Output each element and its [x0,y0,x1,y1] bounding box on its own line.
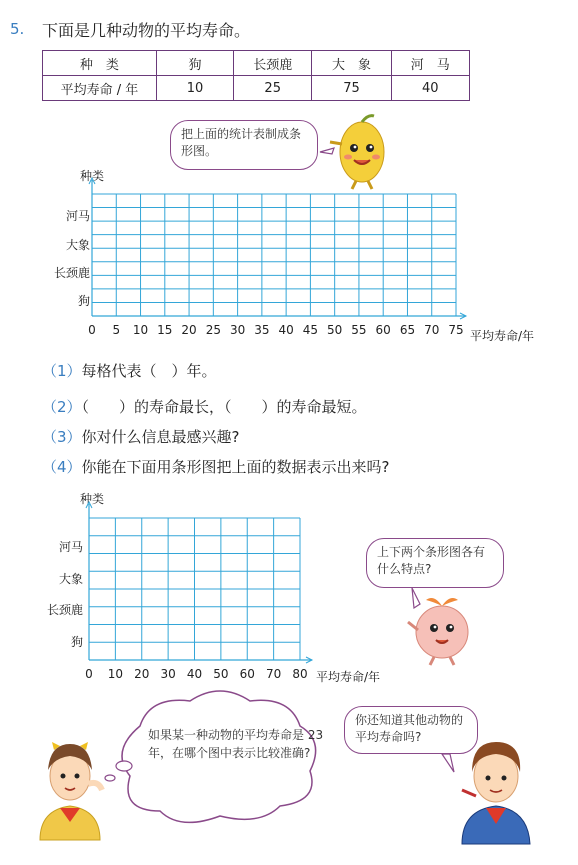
bubble-text: 把上面的统计表制成条形图。 [181,127,302,158]
chart1-ylabel: 河马 [65,209,90,223]
question-text: 你能在下面用条形图把上面的数据表示出来吗? [81,458,390,476]
table-cell: 大 象 [312,51,391,76]
table-cell: 长颈鹿 [234,51,312,76]
question-text: （ ）的寿命最长，（ ）的寿命最短。 [81,398,367,416]
chart1-tick-label: 55 [351,323,367,337]
chart2-tick-label: 30 [160,667,176,681]
chart2-tick-label: 50 [213,667,229,681]
chart1-tick-label: 15 [157,323,173,337]
chart2-y-title: 种类 [80,492,105,506]
chart1-tick-label: 65 [399,323,416,337]
chart2-tick-label: 0 [85,667,93,681]
table-cell: 种 类 [43,51,157,76]
chart1-tick-label: 20 [181,323,197,337]
chart2-tick-label: 40 [186,667,203,681]
chart2-ylabel: 长颈鹿 [46,603,83,617]
question-number: （1） [42,362,82,380]
chart1-tick-label: 75 [448,323,464,337]
chart1-tick-label: 40 [278,323,294,337]
speech-bubble-right [366,538,504,588]
table-cell: 75 [312,76,391,101]
chart1-tick-label: 10 [132,323,149,337]
problem-number: 5. [10,20,25,38]
chart1-tick-label: 5 [112,323,121,337]
chart1-tick-label: 45 [302,323,319,337]
chart2-tick-label: 10 [107,667,124,681]
question-text: 你对什么信息最感兴趣? [81,428,240,446]
table-cell: 25 [234,76,312,101]
table-cell: 10 [156,76,233,101]
chart2-ylabel: 河马 [58,540,83,554]
chart2-tick-label: 70 [265,667,282,681]
bubble-text: 你还知道其他动物的平均寿命吗? [355,713,464,744]
problem-title: 下面是几种动物的平均寿命。 [42,21,251,40]
chart1-ylabel: 狗 [77,294,90,308]
chart1-ylabel: 长颈鹿 [53,266,90,280]
chart2-ylabel: 狗 [70,635,83,649]
chart1-tick-label: 0 [88,323,96,337]
chart1-y-title: 种类 [80,169,105,183]
question-text: 每格代表（ ）年。 [81,362,217,380]
chart1-tick-label: 50 [327,323,343,337]
table-cell: 狗 [156,51,233,76]
thought-cloud-text: 如果某一种动物的平均寿命是 23 年，在哪个图中表示比较准确? [148,728,324,760]
chart1-tick-label: 60 [375,323,391,337]
question-number: （2） [42,398,82,416]
chart2-tick-label: 60 [239,667,255,681]
table-cell: 河 马 [391,51,469,76]
bubble-text: 上下两个条形图各有什么特点? [377,545,486,576]
chart1-ylabel: 大象 [65,238,90,252]
peach-mascot-icon [400,586,480,668]
girl-student-icon [30,740,110,845]
table-cell: 40 [391,76,469,101]
question-number: （3） [42,428,82,446]
boy-student-icon [448,738,538,846]
chart1-tick-label: 35 [254,323,270,337]
chart1-tick-label: 25 [205,323,221,337]
chart2-x-title: 平均寿命/年 [316,670,381,684]
chart2-ylabel: 大象 [58,572,83,586]
question-number: （4） [42,458,82,476]
chart2-tick-label: 20 [134,667,150,681]
chart2-tick-label: 80 [292,667,308,681]
chart1-x-title: 平均寿命/年 [470,329,535,343]
table-cell: 平均寿命 / 年 [43,76,157,101]
chart1-tick-label: 70 [424,323,440,337]
chart1-tick-label: 30 [229,323,246,337]
